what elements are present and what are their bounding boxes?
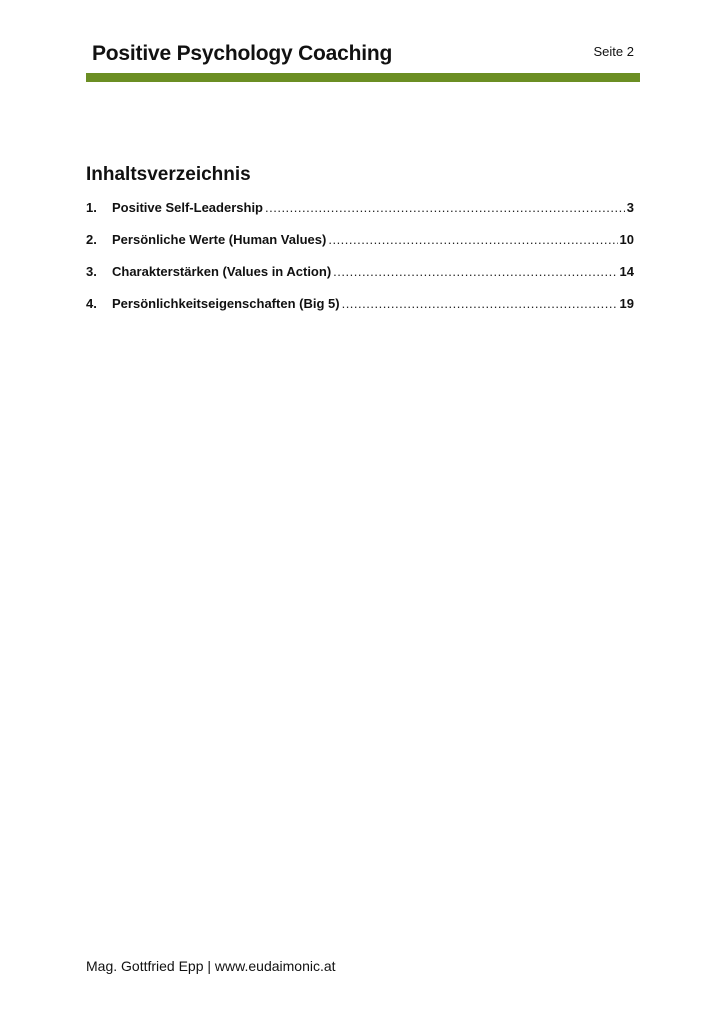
toc-entry-title: Positive Self-Leadership — [112, 200, 263, 215]
document-title: Positive Psychology Coaching — [92, 42, 393, 65]
toc-entry-page: 3 — [626, 200, 634, 215]
page-number: Seite 2 — [593, 44, 634, 59]
table-of-contents — [86, 200, 634, 328]
header-rule — [86, 73, 640, 82]
toc-heading: Inhaltsverzeichnis — [86, 164, 251, 185]
toc-entry-positive-self-leadership[interactable] — [86, 200, 634, 232]
toc-entry-number: 2. — [86, 232, 97, 247]
toc-entry-title: Persönlichkeitseigenschaften (Big 5) — [112, 296, 340, 311]
toc-entry-page: 10 — [619, 232, 634, 247]
toc-entry-number: 1. — [86, 200, 97, 215]
toc-entry-persoenliche-werte[interactable] — [86, 232, 634, 264]
page-footer: Mag. Gottfried Epp | www.eudaimonic.at — [86, 958, 336, 974]
toc-dot-leader — [342, 296, 618, 311]
toc-dot-leader — [265, 200, 625, 215]
toc-entry-title: Persönliche Werte (Human Values) — [112, 232, 327, 247]
toc-entry-page: 14 — [619, 264, 634, 279]
toc-entry-charakterstaerken[interactable] — [86, 264, 634, 296]
toc-entry-number: 4. — [86, 296, 97, 311]
toc-dot-leader — [333, 264, 617, 279]
toc-entry-persoenlichkeitseigenschaften[interactable] — [86, 296, 634, 328]
toc-entry-title: Charakterstärken (Values in Action) — [112, 264, 332, 279]
toc-entry-page: 19 — [619, 296, 634, 311]
toc-entry-number: 3. — [86, 264, 97, 279]
toc-dot-leader — [328, 232, 617, 247]
